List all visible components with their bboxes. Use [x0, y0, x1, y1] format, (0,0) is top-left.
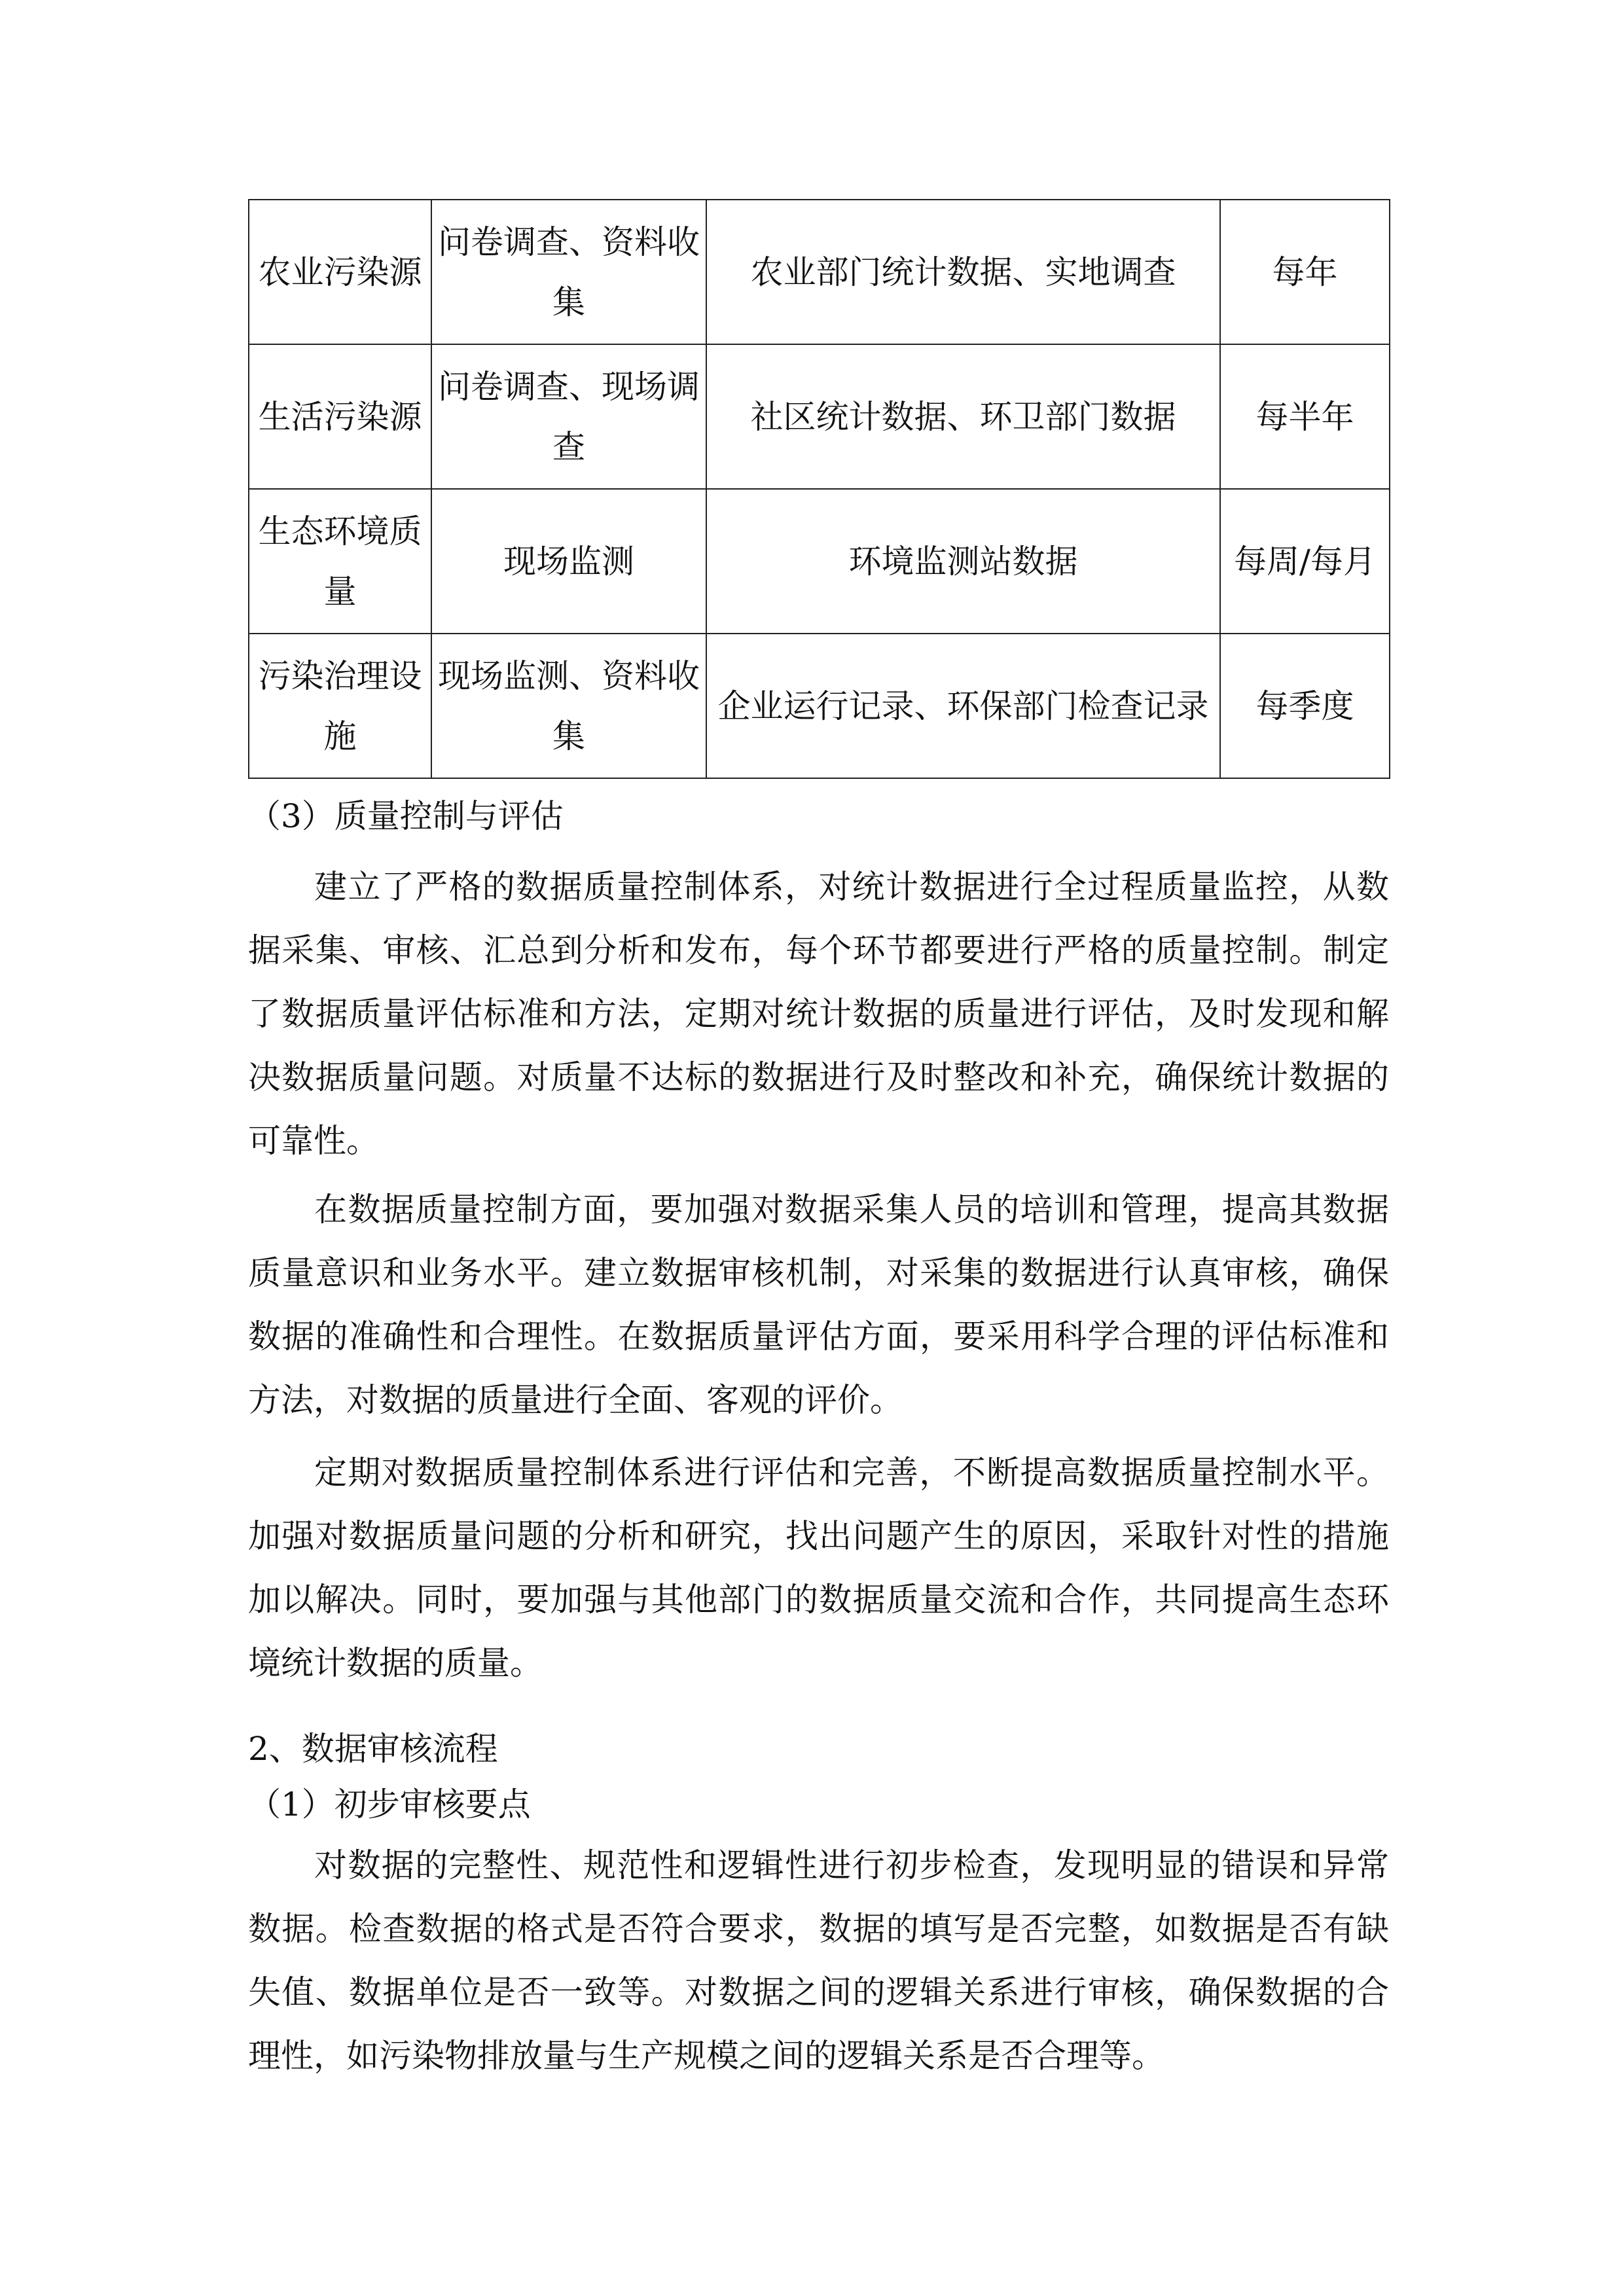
table-row — [249, 344, 1390, 489]
section-heading: 2、数据审核流程 — [248, 1730, 498, 1768]
paragraph: 建立了严格的数据质量控制体系，对统计数据进行全过程质量监控，从数据采集、审核、汇总到分析和发布，每个环节都要进行严格的质量控制。制定了数据质量评估标准和方法，定期对统计数据的质量进行评估，及时发现和解决数据质量问题。对质量不达标的数据进行及时整改和补充，确保统计数据的可靠性。 — [248, 868, 1389, 1160]
table-cell: 每半年 — [1220, 344, 1390, 489]
table-cell: 生态环境质量 — [249, 489, 431, 634]
table-cell: 生活污染源 — [249, 344, 431, 489]
table-cell: 社区统计数据、环卫部门数据 — [706, 344, 1220, 489]
subsection-heading: （3）质量控制与评估 — [248, 797, 564, 835]
table-cell: 污染治理设施 — [249, 634, 431, 778]
table-cell: 问卷调查、资料收集 — [431, 200, 706, 344]
table-cell: 问卷调查、现场调查 — [431, 344, 706, 489]
paragraph: 在数据质量控制方面，要加强对数据采集人员的培训和管理，提高其数据质量意识和业务水平。建立数据审核机制，对采集的数据进行认真审核，确保数据的准确性和合理性。在数据质量评估方面，要采用科学合理的评估标准和方法，对数据的质量进行全面、客观的评价。 — [248, 1191, 1389, 1419]
paragraph: 定期对数据质量控制体系进行评估和完善，不断提高数据质量控制水平。加强对数据质量问题的分析和研究，找出问题产生的原因，采取针对性的措施加以解决。同时，要加强与其他部门的数据质量交流和合作，共同提高生态环境统计数据的质量。 — [248, 1454, 1389, 1682]
table-cell: 每周/每月 — [1220, 489, 1390, 634]
table-row — [249, 200, 1390, 344]
table-cell: 环境监测站数据 — [706, 489, 1220, 634]
table-cell: 每年 — [1220, 200, 1390, 344]
table-cell: 现场监测、资料收集 — [431, 634, 706, 778]
table-cell: 农业部门统计数据、实地调查 — [706, 200, 1220, 344]
table-row — [249, 489, 1390, 634]
table-cell: 企业运行记录、环保部门检查记录 — [706, 634, 1220, 778]
table-cell: 每季度 — [1220, 634, 1390, 778]
subsection-heading: （1）初步审核要点 — [248, 1785, 531, 1823]
table-cell: 农业污染源 — [249, 200, 431, 344]
data-collection-table — [248, 199, 1390, 779]
paragraph: 对数据的完整性、规范性和逻辑性进行初步检查，发现明显的错误和异常数据。检查数据的格式是否符合要求，数据的填写是否完整，如数据是否有缺失值、数据单位是否一致等。对数据之间的逻辑关系进行审核，确保数据的合理性，如污染物排放量与生产规模之间的逻辑关系是否合理等。 — [248, 1846, 1389, 2075]
table-cell: 现场监测 — [431, 489, 706, 634]
table-row — [249, 634, 1390, 778]
